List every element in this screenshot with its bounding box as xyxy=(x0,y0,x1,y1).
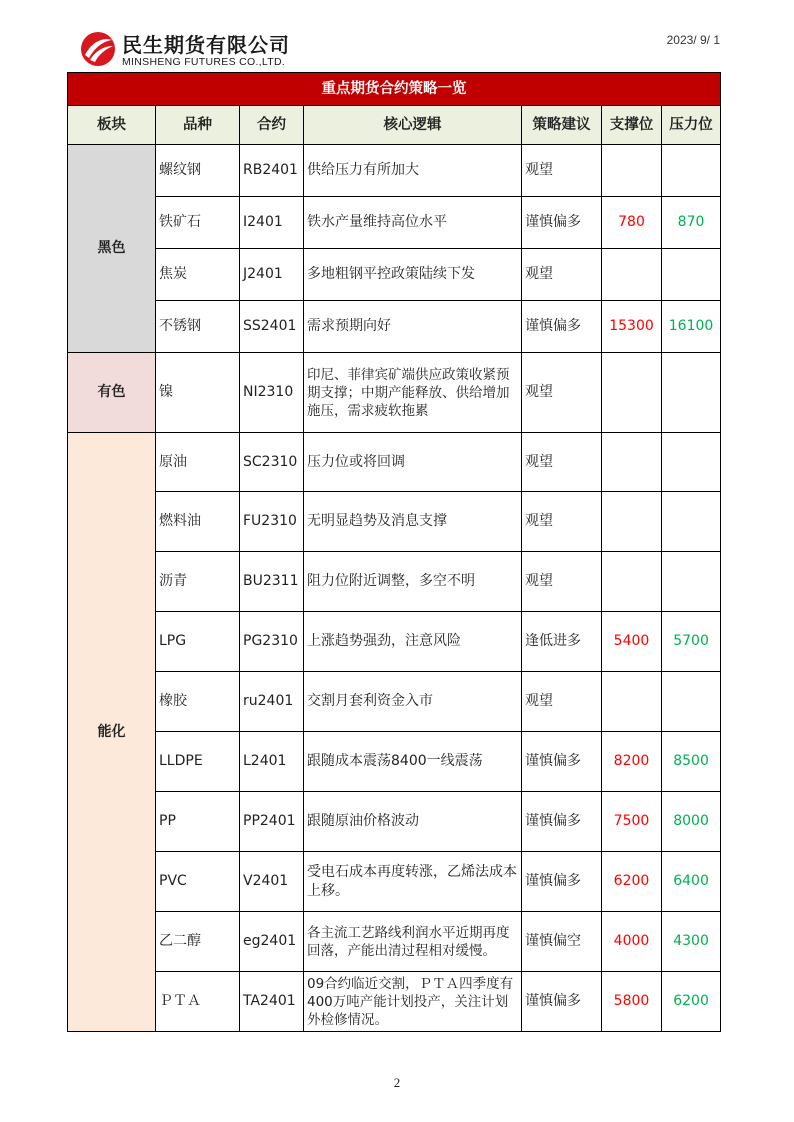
logic-cell: 09合约临近交割，ＰＴＡ四季度有400万吨产能计划投产，关注计划外检修情况。 xyxy=(304,972,522,1032)
resistance-cell: 870 xyxy=(662,197,721,249)
support-cell: 15300 xyxy=(602,301,662,353)
variety-cell: 燃料油 xyxy=(156,492,240,552)
contract-cell: RB2401 xyxy=(240,145,304,197)
resistance-cell: 5700 xyxy=(662,612,721,672)
table-row xyxy=(68,249,721,301)
support-cell xyxy=(602,353,662,433)
table-row xyxy=(68,612,721,672)
logic-cell: 多地粗钢平控政策陆续下发 xyxy=(304,249,522,301)
page-number: 2 xyxy=(393,1075,401,1090)
table-row xyxy=(68,552,721,612)
support-cell xyxy=(602,492,662,552)
header-support: 支撑位 xyxy=(602,106,662,145)
contract-cell: J2401 xyxy=(240,249,304,301)
contract-cell: SC2310 xyxy=(240,433,304,492)
strategy-cell: 谨慎偏多 xyxy=(522,972,602,1032)
strategy-cell: 观望 xyxy=(522,552,602,612)
resistance-cell: 6400 xyxy=(662,852,721,912)
resistance-cell: 8000 xyxy=(662,792,721,852)
variety-cell: 原油 xyxy=(156,433,240,492)
logic-cell: 印尼、菲律宾矿端供应政策收紧预期支撑；中期产能释放、供给增加施压，需求疲软拖累 xyxy=(304,353,522,433)
sector-energy: 能化 xyxy=(68,433,156,1032)
logic-cell: 供给压力有所加大 xyxy=(304,145,522,197)
table-row xyxy=(68,732,721,792)
sector-nonferrous: 有色 xyxy=(68,353,156,433)
contract-cell: BU2311 xyxy=(240,552,304,612)
support-cell: 5800 xyxy=(602,972,662,1032)
resistance-cell xyxy=(662,492,721,552)
table-row xyxy=(68,792,721,852)
variety-cell: ＰＴＡ xyxy=(156,972,240,1032)
strategy-cell: 观望 xyxy=(522,145,602,197)
variety-cell: 乙二醇 xyxy=(156,912,240,972)
contract-cell: NI2310 xyxy=(240,353,304,433)
header-variety: 品种 xyxy=(156,106,240,145)
resistance-cell: 6200 xyxy=(662,972,721,1032)
strategy-cell: 谨慎偏多 xyxy=(522,732,602,792)
contract-cell: V2401 xyxy=(240,852,304,912)
strategy-cell: 谨慎偏多 xyxy=(522,197,602,249)
table-row xyxy=(68,492,721,552)
support-cell xyxy=(602,145,662,197)
contract-cell: FU2310 xyxy=(240,492,304,552)
strategy-cell: 逢低进多 xyxy=(522,612,602,672)
table-row xyxy=(68,433,721,492)
minsheng-logo-icon xyxy=(80,31,116,67)
resistance-cell xyxy=(662,433,721,492)
table-row xyxy=(68,301,721,353)
strategy-cell: 谨慎偏多 xyxy=(522,852,602,912)
table-row xyxy=(68,852,721,912)
variety-cell: LLDPE xyxy=(156,732,240,792)
contract-cell: PG2310 xyxy=(240,612,304,672)
report-date: 2023/ 9/ 1 xyxy=(666,33,720,47)
logic-cell: 需求预期向好 xyxy=(304,301,522,353)
table-row xyxy=(68,353,721,433)
table-title: 重点期货合约策略一览 xyxy=(68,73,721,106)
header-strategy: 策略建议 xyxy=(522,106,602,145)
table-row xyxy=(68,197,721,249)
table-row xyxy=(68,972,721,1032)
header-resistance: 压力位 xyxy=(662,106,721,145)
logic-cell: 跟随原油价格波动 xyxy=(304,792,522,852)
table-row xyxy=(68,672,721,732)
support-cell: 4000 xyxy=(602,912,662,972)
support-cell: 8200 xyxy=(602,732,662,792)
logic-cell: 阻力位附近调整，多空不明 xyxy=(304,552,522,612)
strategy-cell: 谨慎偏多 xyxy=(522,792,602,852)
strategy-cell: 谨慎偏多 xyxy=(522,301,602,353)
resistance-cell: 8500 xyxy=(662,732,721,792)
variety-cell: 铁矿石 xyxy=(156,197,240,249)
resistance-cell xyxy=(662,672,721,732)
support-cell xyxy=(602,433,662,492)
support-cell xyxy=(602,672,662,732)
company-name-cn: 民生期货有限公司 xyxy=(122,33,290,57)
resistance-cell: 16100 xyxy=(662,301,721,353)
strategy-table xyxy=(67,72,721,1032)
header-sector: 板块 xyxy=(68,106,156,145)
resistance-cell: 4300 xyxy=(662,912,721,972)
table-row xyxy=(68,912,721,972)
contract-cell: SS2401 xyxy=(240,301,304,353)
table-title-row xyxy=(68,73,721,106)
strategy-cell: 谨慎偏空 xyxy=(522,912,602,972)
contract-cell: TA2401 xyxy=(240,972,304,1032)
strategy-cell: 观望 xyxy=(522,492,602,552)
support-cell xyxy=(602,552,662,612)
logic-cell: 铁水产量维持高位水平 xyxy=(304,197,522,249)
support-cell: 780 xyxy=(602,197,662,249)
logic-cell: 跟随成本震荡8400一线震荡 xyxy=(304,732,522,792)
variety-cell: 不锈钢 xyxy=(156,301,240,353)
variety-cell: 橡胶 xyxy=(156,672,240,732)
table-row xyxy=(68,145,721,197)
logic-cell: 受电石成本再度转涨，乙烯法成本上移。 xyxy=(304,852,522,912)
contract-cell: eg2401 xyxy=(240,912,304,972)
logic-cell: 各主流工艺路线利润水平近期再度回落，产能出清过程相对缓慢。 xyxy=(304,912,522,972)
resistance-cell xyxy=(662,552,721,612)
resistance-cell xyxy=(662,249,721,301)
contract-cell: L2401 xyxy=(240,732,304,792)
contract-cell: I2401 xyxy=(240,197,304,249)
table-header-row xyxy=(68,106,721,145)
resistance-cell xyxy=(662,145,721,197)
variety-cell: PVC xyxy=(156,852,240,912)
strategy-cell: 观望 xyxy=(522,672,602,732)
strategy-cell: 观望 xyxy=(522,433,602,492)
variety-cell: LPG xyxy=(156,612,240,672)
strategy-cell: 观望 xyxy=(522,353,602,433)
strategy-cell: 观望 xyxy=(522,249,602,301)
company-logo xyxy=(80,28,320,72)
support-cell: 5400 xyxy=(602,612,662,672)
contract-cell: PP2401 xyxy=(240,792,304,852)
logic-cell: 上涨趋势强劲，注意风险 xyxy=(304,612,522,672)
resistance-cell xyxy=(662,353,721,433)
logic-cell: 压力位或将回调 xyxy=(304,433,522,492)
variety-cell: PP xyxy=(156,792,240,852)
header-core-logic: 核心逻辑 xyxy=(304,106,522,145)
logic-cell: 无明显趋势及消息支撑 xyxy=(304,492,522,552)
contract-cell: ru2401 xyxy=(240,672,304,732)
variety-cell: 焦炭 xyxy=(156,249,240,301)
logic-cell: 交割月套利资金入市 xyxy=(304,672,522,732)
header-contract: 合约 xyxy=(240,106,304,145)
sector-black: 黑色 xyxy=(68,145,156,353)
company-name-en: MINSHENG FUTURES CO.,LTD. xyxy=(122,56,286,68)
support-cell: 7500 xyxy=(602,792,662,852)
variety-cell: 沥青 xyxy=(156,552,240,612)
support-cell: 6200 xyxy=(602,852,662,912)
variety-cell: 螺纹钢 xyxy=(156,145,240,197)
variety-cell: 镍 xyxy=(156,353,240,433)
support-cell xyxy=(602,249,662,301)
